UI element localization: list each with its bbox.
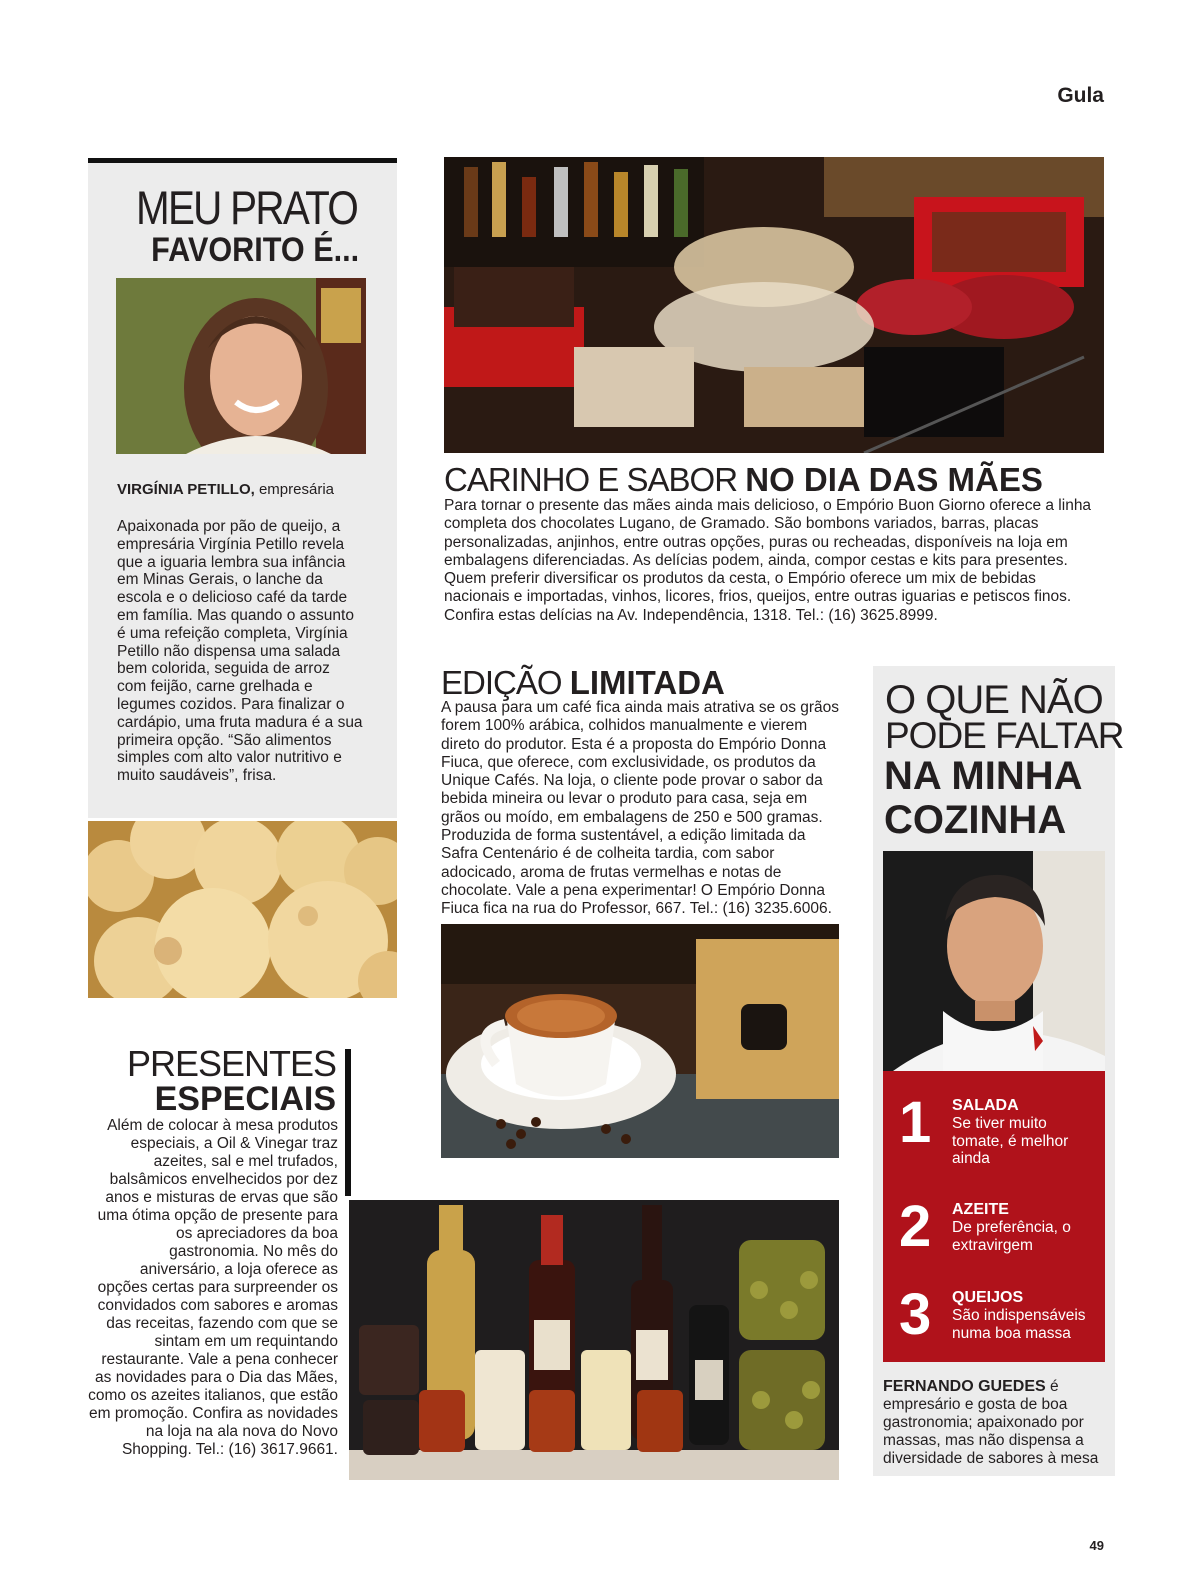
item-description: São indispensáveis numa boa massa xyxy=(952,1307,1086,1342)
list-item xyxy=(883,1090,1105,1173)
item-description: De preferência, o extravirgem xyxy=(952,1219,1071,1254)
special-gifts-title-line2: ESPECIAIS xyxy=(154,1080,336,1118)
list-item xyxy=(883,1282,1105,1365)
virginia-portrait-photo xyxy=(116,278,366,454)
person-name: VIRGÍNIA PETILLO, xyxy=(117,481,255,498)
kitchen-musts-title-line1: O QUE NÃO xyxy=(885,678,1103,722)
oil-vinegar-products-photo xyxy=(349,1200,839,1480)
mothers-day-title-light: CARINHO E SABOR xyxy=(444,461,746,498)
person-role: empresária xyxy=(254,481,334,498)
person-bio: é empresário e gosta de boa gastronomia; apaixonado por massas, mas não dispensa a diversidade de sabores à mesa xyxy=(883,1378,1099,1467)
section-label: Gula xyxy=(1057,84,1104,107)
favorite-dish-body: Apaixonada por pão de queijo, a empresária Virgínia Petillo revela que a iguaria lembra sua infância em Minas Gerais, o lanche da escola e o delicioso café da tarde em família. Mas quando o assunto é uma refeição completa, Virgínia Petillo não dispensa uma salada bem colorida, seguida de arroz com feijão, carne grelhada e legumes cozidos. Para finalizar o cardápio, uma fruta madura é a sua primeira opção. “São alimentos simples com alto valor nutritivo e muito saudáveis”, frisa. xyxy=(117,518,363,785)
person-name: FERNANDO GUEDES xyxy=(883,1378,1046,1395)
kitchen-musts-title-line4: COZINHA xyxy=(884,798,1067,842)
page-number: 49 xyxy=(1089,1538,1104,1553)
limited-edition-title xyxy=(441,665,725,701)
kitchen-musts-title-line2: PODE FALTAR xyxy=(885,715,1124,756)
kitchen-musts-list xyxy=(883,1071,1105,1362)
kitchen-musts-title-bold xyxy=(884,754,1083,842)
mothers-day-body: Para tornar o presente das mães ainda mais delicioso, o Empório Buon Giorno oferece a linha completa dos chocolates Lugano, de Gramado. São bombons variados, barras, placas personalizadas, anjinhos, entre outras opções, puras ou recheadas, disponíveis na loja em embalagens diferenciadas. As delícias podem, ainda, compor cestas e kits para presentes. Quem preferir diversificar os produtos da cesta, o Empório oferece um mix de bebidas nacionais e importadas, vinhos, licores, frios, queijos, entre outras iguarias e petiscos finos. Confira estas delícias na Av. Independência, 1318. Tel.: (16) 3625.8999. xyxy=(444,497,1092,624)
list-item xyxy=(883,1194,1105,1277)
fernando-bio xyxy=(883,1378,1109,1468)
item-description: Se tiver muito tomate, é melhor ainda xyxy=(952,1115,1069,1167)
special-gifts-body: Além de colocar à mesa produtos especiais, a Oil & Vinegar traz azeites, sal e mel trufados, balsâmicos envelhecidos por dez anos e misturas de ervas que são uma ótima opção de presente para os apreciadores da boa gastronomia. No mês do aniversário, a loja oferece as opções certas para surpreender os convidados com sabores e aromas das receitas, fazendo com que se sintam em um requintando restaurante. Vale a pena conhecer as novidades para o Dia das Mães, como os azeites italianos, que estão em promoção. Confira as novidades na loja na ala nova do Novo Shopping. Tel.: (16) 3617.9661. xyxy=(88,1117,338,1458)
limited-edition-title-light: EDIÇÃO xyxy=(441,664,570,701)
kitchen-musts-title-line3: NA MINHA xyxy=(884,754,1083,798)
limited-edition-body: A pausa para um café fica ainda mais atrativa se os grãos forem 100% arábica, colhidos manualmente e vierem direto do produtor. Esta é a proposta do Empório Donna Fiuca, que oferece, com exclusividade, os produtos da Unique Cafés. Na loja, o cliente pode provar o sabor da bebida mineira ou levar o produto para casa, seja em grãos ou moído, em embalagens de 250 e 500 gramas. Produzida de forma sustentável, a edição limitada da Safra Centenário é de colheita tardia, com sabor adocicado, aroma de frutas vermelhas e notas de chocolate. Vale a pena experimentar! O Empório Donna Fiuca fica na rua do Professor, 667. Tel.: (16) 3235.6006. xyxy=(441,699,840,918)
favorite-dish-title-line1: MEU PRATO xyxy=(135,181,357,234)
item-label: AZEITE xyxy=(952,1201,1009,1218)
item-number: 2 xyxy=(899,1194,932,1259)
fernando-portrait-photo xyxy=(883,851,1105,1071)
item-number: 1 xyxy=(899,1090,932,1155)
favorite-dish-person xyxy=(117,481,334,498)
limited-edition-title-bold: LIMITADA xyxy=(569,664,725,701)
item-label: QUEIJOS xyxy=(952,1289,1024,1306)
special-gifts-vertical-rule xyxy=(345,1049,351,1192)
special-gifts-rule-end xyxy=(345,1192,351,1196)
chocolate-display-photo xyxy=(444,157,1104,453)
item-label: SALADA xyxy=(952,1097,1019,1114)
special-gifts-title-line1: PRESENTES xyxy=(126,1043,336,1084)
kitchen-musts-panel xyxy=(873,666,1124,1476)
panel-top-rule xyxy=(88,158,397,163)
mothers-day-title xyxy=(444,462,1043,498)
cheese-bread-photo xyxy=(88,821,397,998)
favorite-dish-panel xyxy=(88,158,397,818)
coffee-cup-photo xyxy=(441,924,839,1158)
mothers-day-title-bold: NO DIA DAS MÃES xyxy=(745,461,1043,498)
favorite-dish-title-line2: FAVORITO É... xyxy=(150,231,359,269)
item-number: 3 xyxy=(899,1282,932,1347)
